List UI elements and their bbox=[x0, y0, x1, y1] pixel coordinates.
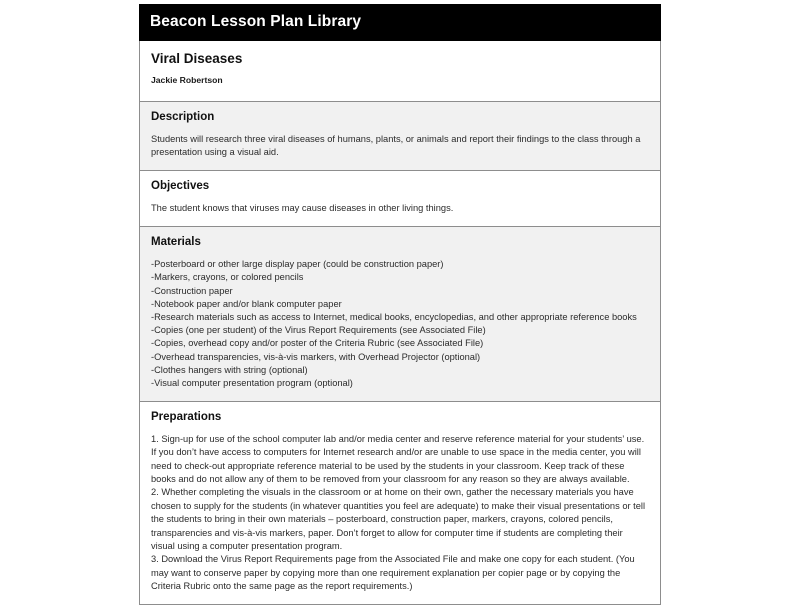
objectives-text: The student knows that viruses may cause diseases in other living things. bbox=[151, 203, 454, 214]
list-item: -Copies, overhead copy and/or poster of the Criteria Rubric (see Associated File) bbox=[151, 338, 484, 349]
list-item: 3. Download the Virus Report Requirements page from the Associated File and make one copy for each student. (You may want to conserve paper by copying more than one requirement explanation per copier page or by copying the Criteria Rubric onto the same page as the report requirements.) bbox=[151, 554, 635, 592]
section-body-objectives bbox=[151, 202, 649, 215]
section-heading-preparations: Preparations bbox=[151, 411, 222, 424]
section-body-description bbox=[151, 133, 649, 159]
list-item: -Clothes hangers with string (optional) bbox=[151, 364, 308, 375]
site-masthead bbox=[139, 4, 661, 41]
list-item: -Visual computer presentation program (optional) bbox=[151, 377, 353, 388]
list-item: -Notebook paper and/or blank computer paper bbox=[151, 298, 342, 309]
list-item: -Construction paper bbox=[151, 285, 233, 296]
section-objectives bbox=[139, 171, 661, 227]
section-heading-objectives: Objectives bbox=[151, 180, 210, 193]
section-heading-description: Description bbox=[151, 111, 215, 124]
section-materials bbox=[139, 227, 661, 402]
list-item: -Posterboard or other large display paper (could be construction paper) bbox=[151, 259, 444, 270]
section-preparations bbox=[139, 402, 661, 605]
list-item: 2. Whether completing the visuals in the classroom or at home on their own, gather the necessary materials you have chosen to supply for the students (in whatever quantities you feel are adequate) to make their visual presentations or tell the students to bring in their own materials – posterboard, construction paper, markers, crayons, colored pencils, transparencies and vis-à-vis markers, paper. Don’t forget to allow for computer time if students are completing their visual using a computer presentation program. bbox=[151, 487, 646, 551]
section-body-preparations bbox=[151, 433, 649, 594]
list-item: -Overhead transparencies, vis-à-vis markers, with Overhead Projector (optional) bbox=[151, 351, 481, 362]
list-item: -Copies (one per student) of the Virus Report Requirements (see Associated File) bbox=[151, 325, 486, 336]
materials-list bbox=[151, 258, 649, 390]
section-description bbox=[139, 102, 661, 171]
list-item: 1. Sign-up for use of the school computer lab and/or media center and reserve reference material for your students’ use. If you don’t have access to computers for Internet research and/or are unable to use space in the media center, you will need to check-out appropriate reference material to be used by the students in your classroom. Keep track of these books and do not allow any of them to be removed from your classroom for any reason so they are always available. bbox=[151, 433, 645, 485]
site-title: Beacon Lesson Plan Library bbox=[150, 13, 362, 30]
description-text: Students will research three viral diseases of humans, plants, or animals and report their findings to the class through a presentation using a visual aid. bbox=[151, 134, 641, 158]
list-item: -Markers, crayons, or colored pencils bbox=[151, 272, 304, 283]
page-title: Viral Diseases bbox=[151, 50, 243, 66]
lesson-author: Jackie Robertson bbox=[151, 75, 223, 85]
preparations-list bbox=[151, 433, 649, 594]
lesson-plan-page bbox=[139, 4, 661, 605]
lesson-title-block bbox=[139, 41, 661, 103]
list-item: -Research materials such as access to Internet, medical books, encyclopedias, and other appropriate reference books bbox=[151, 312, 637, 323]
section-body-materials bbox=[151, 258, 649, 390]
section-heading-materials: Materials bbox=[151, 236, 201, 249]
